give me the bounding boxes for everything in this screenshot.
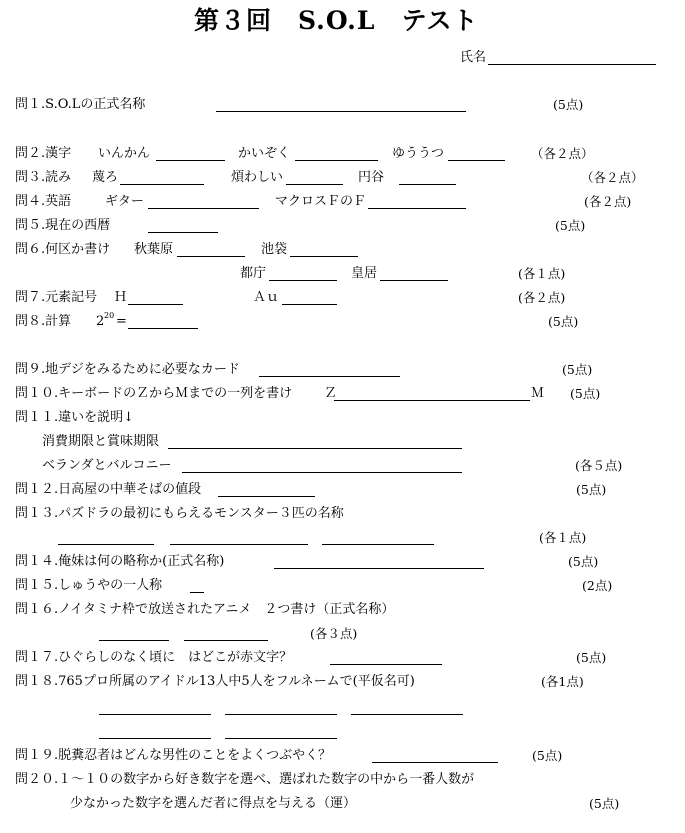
answer-18-1-field[interactable] [99,714,211,715]
question-11-points: (各５点) [575,458,623,473]
question-10-points: (5点) [570,386,601,401]
question-15-label: 問１５.しゅうやの一人称 [15,578,163,593]
answer-3-2-field[interactable] [286,184,343,185]
question-8-points: (5点) [548,314,579,329]
question-20-label-line2: 少なかった数字を選んだ者に得点を与える（運） [70,796,357,811]
question-3-points: （各２点） [581,170,644,185]
answer-6-4-field[interactable] [380,280,448,281]
question-5-points: (5点) [555,218,586,233]
answer-19-field[interactable] [372,762,498,763]
question-11-item-1: 消費期限と賞味期限 [42,434,160,449]
answer-11-1-field[interactable] [168,448,462,449]
name-label: 氏名 [460,50,487,65]
question-2-points: （各２点） [531,146,594,161]
answer-18-5-field[interactable] [225,738,337,739]
question-4-label: 問４.英語 [15,194,72,209]
answer-9-field[interactable] [259,376,400,377]
question-18-label: 問１８.765プロ所属のアイドル13人中5人をフルネームで(平仮名可) [15,674,415,689]
answer-3-1-field[interactable] [120,184,204,185]
question-2-item-2: かいぞく [238,146,291,161]
answer-7-2-field[interactable] [282,304,337,305]
question-5-label: 問５.現在の西暦 [15,218,111,233]
question-18-points: (各1点) [541,674,584,689]
question-7-item-2: Ａｕ [253,290,280,305]
answer-18-3-field[interactable] [351,714,463,715]
question-3-item-3: 円谷 [358,170,385,185]
calc-equals: = [116,314,127,329]
question-6-item-3: 都庁 [240,266,267,281]
answer-2-3-field[interactable] [448,160,505,161]
question-17-label: 問１７.ひぐらしのなく頃に はどこが赤文字？ [15,650,293,665]
calc-base: 2 [96,314,105,329]
answer-13-1-field[interactable] [58,544,154,545]
question-13-points: (各１点) [539,530,587,545]
answer-15-field[interactable] [190,592,204,593]
question-19-points: (5点) [532,748,563,763]
page-title: 第３回 S.O.L テスト [194,6,479,35]
answer-13-3-field[interactable] [322,544,434,545]
question-17-points: (5点) [576,650,607,665]
question-14-label: 問１４.俺妹は何の略称か(正式名称) [15,554,225,569]
answer-14-field[interactable] [274,568,484,569]
answer-2-1-field[interactable] [156,160,225,161]
keyboard-start-letter: Ｚ [324,386,338,401]
question-12-label: 問１２.日高屋の中華そばの値段 [15,482,202,497]
answer-16-1-field[interactable] [99,640,169,641]
question-14-points: (5点) [568,554,599,569]
calc-exponent: 20 [104,311,115,320]
answer-6-3-field[interactable] [269,280,337,281]
question-8-label: 問８.計算 [15,314,72,329]
answer-4-1-field[interactable] [148,208,259,209]
question-3-label: 問３.読み [15,170,72,185]
answer-18-2-field[interactable] [225,714,337,715]
answer-8-field[interactable] [128,328,198,329]
question-10-label: 問１０.キーボードのＺからＭまでの一列を書け [15,386,293,401]
question-2-item-3: ゆううつ [392,146,445,161]
answer-6-2-field[interactable] [290,256,358,257]
question-6-item-2: 池袋 [261,242,288,257]
question-19-label: 問１９.脱糞忍者はどんな男性のことをよくつぶやく？ [15,748,332,763]
answer-16-2-field[interactable] [184,640,268,641]
answer-10-field[interactable] [334,400,530,401]
question-4-item-1: ギター [105,194,144,209]
name-field[interactable] [488,64,656,65]
question-4-points: (各２点) [584,194,632,209]
answer-17-field[interactable] [330,664,442,665]
answer-2-2-field[interactable] [295,160,378,161]
question-7-points: (各２点) [518,290,566,305]
question-15-points: (2点) [582,578,613,593]
question-1-points: (5点) [553,97,584,112]
question-6-points: (各１点) [518,266,566,281]
question-11-label: 問１１.違いを説明↓ [15,410,135,425]
question-6-item-4: 皇居 [351,266,378,281]
question-16-label: 問１６.ノイタミナ枠で放送されたアニメ ２つ書け（正式名称） [15,602,395,617]
question-3-item-1: 蔑ろ [92,170,119,185]
question-6-item-1: 秋葉原 [134,242,174,257]
answer-13-2-field[interactable] [170,544,308,545]
question-9-points: (5点) [562,362,593,377]
answer-18-4-field[interactable] [99,738,211,739]
answer-4-2-field[interactable] [368,208,466,209]
answer-7-1-field[interactable] [128,304,183,305]
answer-11-2-field[interactable] [182,472,462,473]
question-16-points: (各３点) [310,626,358,641]
keyboard-end-letter: Ｍ [531,386,545,401]
question-20-points: (5点) [589,796,620,811]
question-13-label: 問１３.パズドラの最初にもらえるモンスター３匹の名称 [15,506,344,521]
question-7-label: 問７.元素記号 [15,290,98,305]
question-20-label: 問２０.１～１０の数字から好き数字を選べ、選ばれた数字の中から一番人数が [15,772,475,787]
question-3-item-2: 煩わしい [231,170,284,185]
question-7-item-1: Ｈ [114,290,128,305]
answer-5-field[interactable] [148,232,218,233]
question-9-label: 問９.地デジをみるために必要なカード [15,362,240,377]
answer-1-field[interactable] [216,111,466,112]
question-2-label: 問２.漢字 [15,146,72,161]
answer-6-1-field[interactable] [177,256,245,257]
question-2-item-1: いんかん [98,146,151,161]
question-12-points: (5点) [576,482,607,497]
question-1-label: 問１.S.O.Lの正式名称 [15,97,146,112]
question-11-item-2: ベランダとバルコニー [42,458,172,473]
question-6-label: 問６.何区か書け [15,242,111,257]
question-4-item-2: マクロスＦのＦ [275,194,367,209]
answer-12-field[interactable] [218,496,315,497]
answer-3-3-field[interactable] [399,184,456,185]
